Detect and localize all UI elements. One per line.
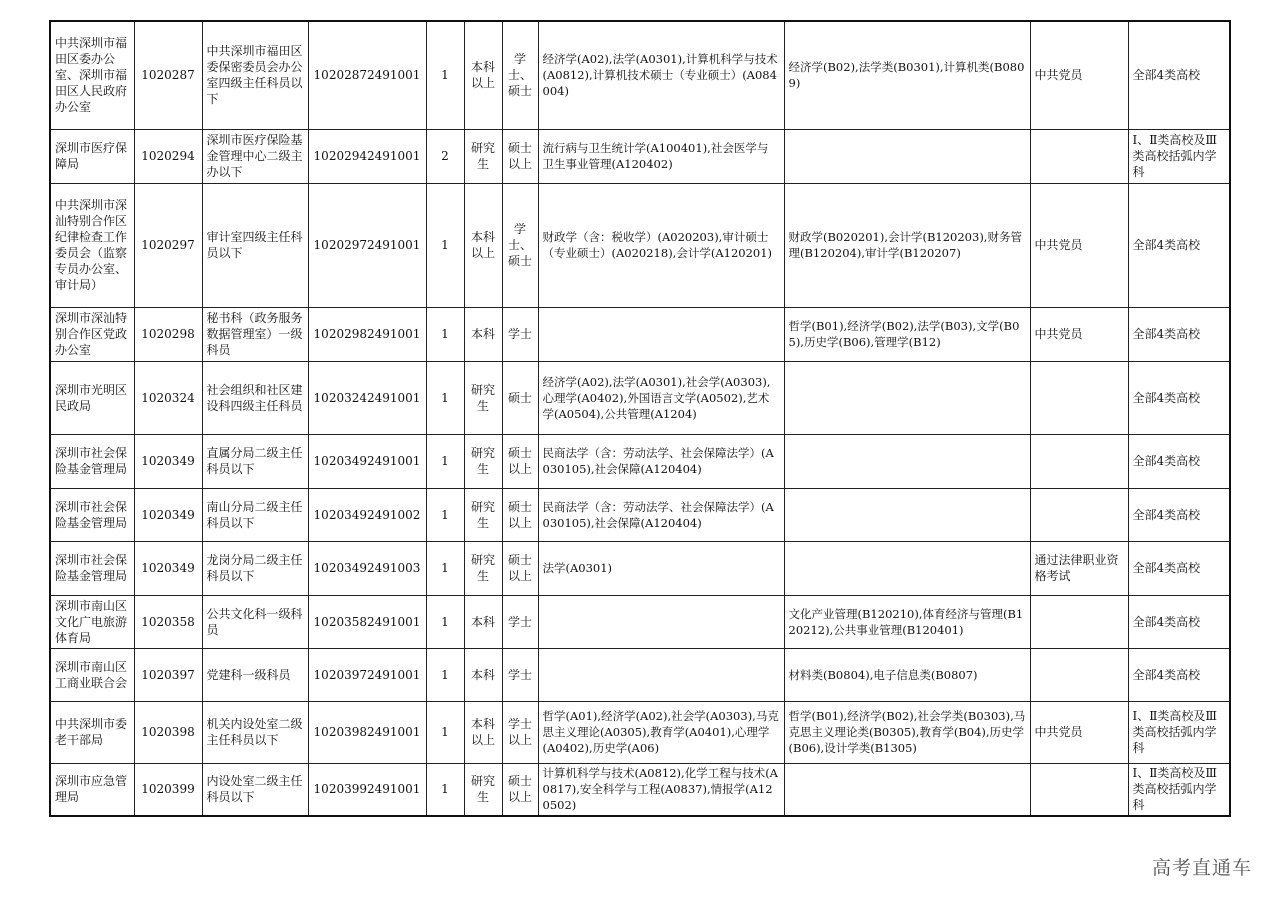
unit-name-cell: 深圳市社会保险基金管理局 [50, 434, 134, 488]
undergrad-major-cell [784, 129, 1030, 183]
post-code-cell: 10203992491001 [308, 763, 426, 816]
degree-cell: 硕士以上 [502, 434, 538, 488]
education-cell: 本科 [464, 595, 502, 648]
post-code-cell: 10202982491001 [308, 307, 426, 361]
table-row [50, 648, 1230, 701]
post-code-cell: 10203982491001 [308, 701, 426, 763]
school-category-cell: 全部4类高校 [1128, 21, 1230, 129]
school-category-cell: Ⅰ、Ⅱ类高校及Ⅲ类高校括弧内学科 [1128, 129, 1230, 183]
degree-cell: 硕士 [502, 361, 538, 434]
school-category-cell: 全部4类高校 [1128, 595, 1230, 648]
other-requirement-cell [1030, 434, 1128, 488]
education-cell: 研究生 [464, 129, 502, 183]
postgrad-major-cell [538, 595, 784, 648]
degree-cell: 学士、硕士 [502, 183, 538, 307]
table-body [50, 21, 1230, 816]
post-name-cell: 深圳市医疗保险基金管理中心二级主办以下 [202, 129, 308, 183]
other-requirement-cell [1030, 595, 1128, 648]
unit-code-cell: 1020324 [134, 361, 202, 434]
undergrad-major-cell: 哲学(B01),经济学(B02),社会学类(B0303),马克思主义理论类(B0305),教育学(B04),历史学(B06),设计学类(B1305) [784, 701, 1030, 763]
post-name-cell: 南山分局二级主任科员以下 [202, 488, 308, 541]
table-row [50, 21, 1230, 129]
unit-name-cell: 中共深圳市委老干部局 [50, 701, 134, 763]
degree-cell: 硕士以上 [502, 129, 538, 183]
education-cell: 本科以上 [464, 701, 502, 763]
postgrad-major-cell: 哲学(A01),经济学(A02),社会学(A0303),马克思主义理论(A0305),教育学(A0401),心理学(A0402),历史学(A06) [538, 701, 784, 763]
postgrad-major-cell: 经济学(A02),法学(A0301),计算机科学与技术(A0812),计算机技术硕士（专业硕士）(A084004) [538, 21, 784, 129]
headcount-cell: 1 [426, 361, 464, 434]
post-code-cell: 10202872491001 [308, 21, 426, 129]
other-requirement-cell: 通过法律职业资格考试 [1030, 541, 1128, 595]
unit-name-cell: 中共深圳市深汕特别合作区纪律检查工作委员会（监察专员办公室、审计局） [50, 183, 134, 307]
degree-cell: 学士 [502, 307, 538, 361]
table-row [50, 541, 1230, 595]
degree-cell: 学士 [502, 648, 538, 701]
unit-name-cell: 深圳市光明区民政局 [50, 361, 134, 434]
degree-cell: 硕士以上 [502, 541, 538, 595]
post-name-cell: 中共深圳市福田区委保密委员会办公室四级主任科员以下 [202, 21, 308, 129]
table-row [50, 488, 1230, 541]
postgrad-major-cell: 计算机科学与技术(A0812),化学工程与技术(A0817),安全科学与工程(A0837),情报学(A120502) [538, 763, 784, 816]
headcount-cell: 1 [426, 648, 464, 701]
school-category-cell: 全部4类高校 [1128, 541, 1230, 595]
unit-code-cell: 1020349 [134, 541, 202, 595]
postgrad-major-cell [538, 307, 784, 361]
unit-code-cell: 1020287 [134, 21, 202, 129]
undergrad-major-cell: 经济学(B02),法学类(B0301),计算机类(B0809) [784, 21, 1030, 129]
unit-name-cell: 深圳市医疗保障局 [50, 129, 134, 183]
education-cell: 本科以上 [464, 21, 502, 129]
post-code-cell: 10203972491001 [308, 648, 426, 701]
degree-cell: 学士 [502, 595, 538, 648]
post-name-cell: 直属分局二级主任科员以下 [202, 434, 308, 488]
headcount-cell: 1 [426, 541, 464, 595]
postgrad-major-cell: 财政学（含：税收学）(A020203),审计硕士（专业硕士）(A020218),会计学(A120201) [538, 183, 784, 307]
undergrad-major-cell: 文化产业管理(B120210),体育经济与管理(B120212),公共事业管理(B120401) [784, 595, 1030, 648]
unit-code-cell: 1020349 [134, 488, 202, 541]
unit-name-cell: 深圳市南山区文化广电旅游体育局 [50, 595, 134, 648]
post-name-cell: 内设处室二级主任科员以下 [202, 763, 308, 816]
post-name-cell: 审计室四级主任科员以下 [202, 183, 308, 307]
post-code-cell: 10203242491001 [308, 361, 426, 434]
school-category-cell: 全部4类高校 [1128, 361, 1230, 434]
education-cell: 本科 [464, 307, 502, 361]
other-requirement-cell: 中共党员 [1030, 701, 1128, 763]
education-cell: 本科 [464, 648, 502, 701]
education-cell: 研究生 [464, 763, 502, 816]
post-name-cell: 龙岗分局二级主任科员以下 [202, 541, 308, 595]
degree-cell: 学士以上 [502, 701, 538, 763]
unit-name-cell: 深圳市南山区工商业联合会 [50, 648, 134, 701]
undergrad-major-cell [784, 434, 1030, 488]
undergrad-major-cell [784, 488, 1030, 541]
postgrad-major-cell: 经济学(A02),法学(A0301),社会学(A0303),心理学(A0402),外国语言文学(A0502),艺术学(A0504),公共管理(A1204) [538, 361, 784, 434]
post-code-cell: 10203492491001 [308, 434, 426, 488]
headcount-cell: 1 [426, 701, 464, 763]
school-category-cell: 全部4类高校 [1128, 183, 1230, 307]
other-requirement-cell: 中共党员 [1030, 307, 1128, 361]
table-row [50, 595, 1230, 648]
unit-code-cell: 1020399 [134, 763, 202, 816]
headcount-cell: 2 [426, 129, 464, 183]
postgrad-major-cell: 民商法学（含：劳动法学、社会保障法学）(A030105),社会保障(A120404) [538, 488, 784, 541]
table-row [50, 701, 1230, 763]
degree-cell: 硕士以上 [502, 488, 538, 541]
post-name-cell: 秘书科（政务服务数据管理室）一级科员 [202, 307, 308, 361]
education-cell: 研究生 [464, 434, 502, 488]
unit-name-cell: 深圳市应急管理局 [50, 763, 134, 816]
unit-name-cell: 深圳市深汕特别合作区党政办公室 [50, 307, 134, 361]
undergrad-major-cell: 财政学(B020201),会计学(B120203),财务管理(B120204),审计学(B120207) [784, 183, 1030, 307]
undergrad-major-cell [784, 361, 1030, 434]
table-row [50, 307, 1230, 361]
headcount-cell: 1 [426, 21, 464, 129]
school-category-cell: 全部4类高校 [1128, 488, 1230, 541]
post-name-cell: 社会组织和社区建设科四级主任科员 [202, 361, 308, 434]
recruitment-table [49, 20, 1231, 817]
other-requirement-cell [1030, 361, 1128, 434]
education-cell: 本科以上 [464, 183, 502, 307]
post-name-cell: 党建科一级科员 [202, 648, 308, 701]
school-category-cell: 全部4类高校 [1128, 307, 1230, 361]
headcount-cell: 1 [426, 183, 464, 307]
unit-code-cell: 1020294 [134, 129, 202, 183]
other-requirement-cell [1030, 129, 1128, 183]
unit-code-cell: 1020349 [134, 434, 202, 488]
unit-code-cell: 1020298 [134, 307, 202, 361]
table-row [50, 183, 1230, 307]
undergrad-major-cell: 材料类(B0804),电子信息类(B0807) [784, 648, 1030, 701]
postgrad-major-cell: 法学(A0301) [538, 541, 784, 595]
school-category-cell: 全部4类高校 [1128, 648, 1230, 701]
postgrad-major-cell: 民商法学（含：劳动法学、社会保障法学）(A030105),社会保障(A120404) [538, 434, 784, 488]
post-code-cell: 10202972491001 [308, 183, 426, 307]
headcount-cell: 1 [426, 488, 464, 541]
education-cell: 研究生 [464, 361, 502, 434]
other-requirement-cell: 中共党员 [1030, 21, 1128, 129]
headcount-cell: 1 [426, 307, 464, 361]
table-row [50, 434, 1230, 488]
undergrad-major-cell [784, 541, 1030, 595]
unit-name-cell: 深圳市社会保险基金管理局 [50, 488, 134, 541]
unit-code-cell: 1020358 [134, 595, 202, 648]
headcount-cell: 1 [426, 763, 464, 816]
other-requirement-cell [1030, 488, 1128, 541]
postgrad-major-cell [538, 648, 784, 701]
other-requirement-cell [1030, 763, 1128, 816]
degree-cell: 硕士以上 [502, 763, 538, 816]
unit-name-cell: 中共深圳市福田区委办公室、深圳市福田区人民政府办公室 [50, 21, 134, 129]
watermark-text: 高考直通车 [1151, 857, 1252, 879]
undergrad-major-cell: 哲学(B01),经济学(B02),法学(B03),文学(B05),历史学(B06),管理学(B12) [784, 307, 1030, 361]
unit-code-cell: 1020297 [134, 183, 202, 307]
school-category-cell: Ⅰ、Ⅱ类高校及Ⅲ类高校括弧内学科 [1128, 763, 1230, 816]
unit-code-cell: 1020398 [134, 701, 202, 763]
headcount-cell: 1 [426, 434, 464, 488]
post-code-cell: 10203582491001 [308, 595, 426, 648]
other-requirement-cell: 中共党员 [1030, 183, 1128, 307]
other-requirement-cell [1030, 648, 1128, 701]
post-code-cell: 10203492491003 [308, 541, 426, 595]
post-name-cell: 机关内设处室二级主任科员以下 [202, 701, 308, 763]
undergrad-major-cell [784, 763, 1030, 816]
headcount-cell: 1 [426, 595, 464, 648]
unit-name-cell: 深圳市社会保险基金管理局 [50, 541, 134, 595]
unit-code-cell: 1020397 [134, 648, 202, 701]
education-cell: 研究生 [464, 488, 502, 541]
table-row [50, 361, 1230, 434]
postgrad-major-cell: 流行病与卫生统计学(A100401),社会医学与卫生事业管理(A120402) [538, 129, 784, 183]
table-row [50, 129, 1230, 183]
school-category-cell: 全部4类高校 [1128, 434, 1230, 488]
post-name-cell: 公共文化科一级科员 [202, 595, 308, 648]
school-category-cell: Ⅰ、Ⅱ类高校及Ⅲ类高校括弧内学科 [1128, 701, 1230, 763]
post-code-cell: 10202942491001 [308, 129, 426, 183]
post-code-cell: 10203492491002 [308, 488, 426, 541]
table-row [50, 763, 1230, 816]
degree-cell: 学士、硕士 [502, 21, 538, 129]
education-cell: 研究生 [464, 541, 502, 595]
